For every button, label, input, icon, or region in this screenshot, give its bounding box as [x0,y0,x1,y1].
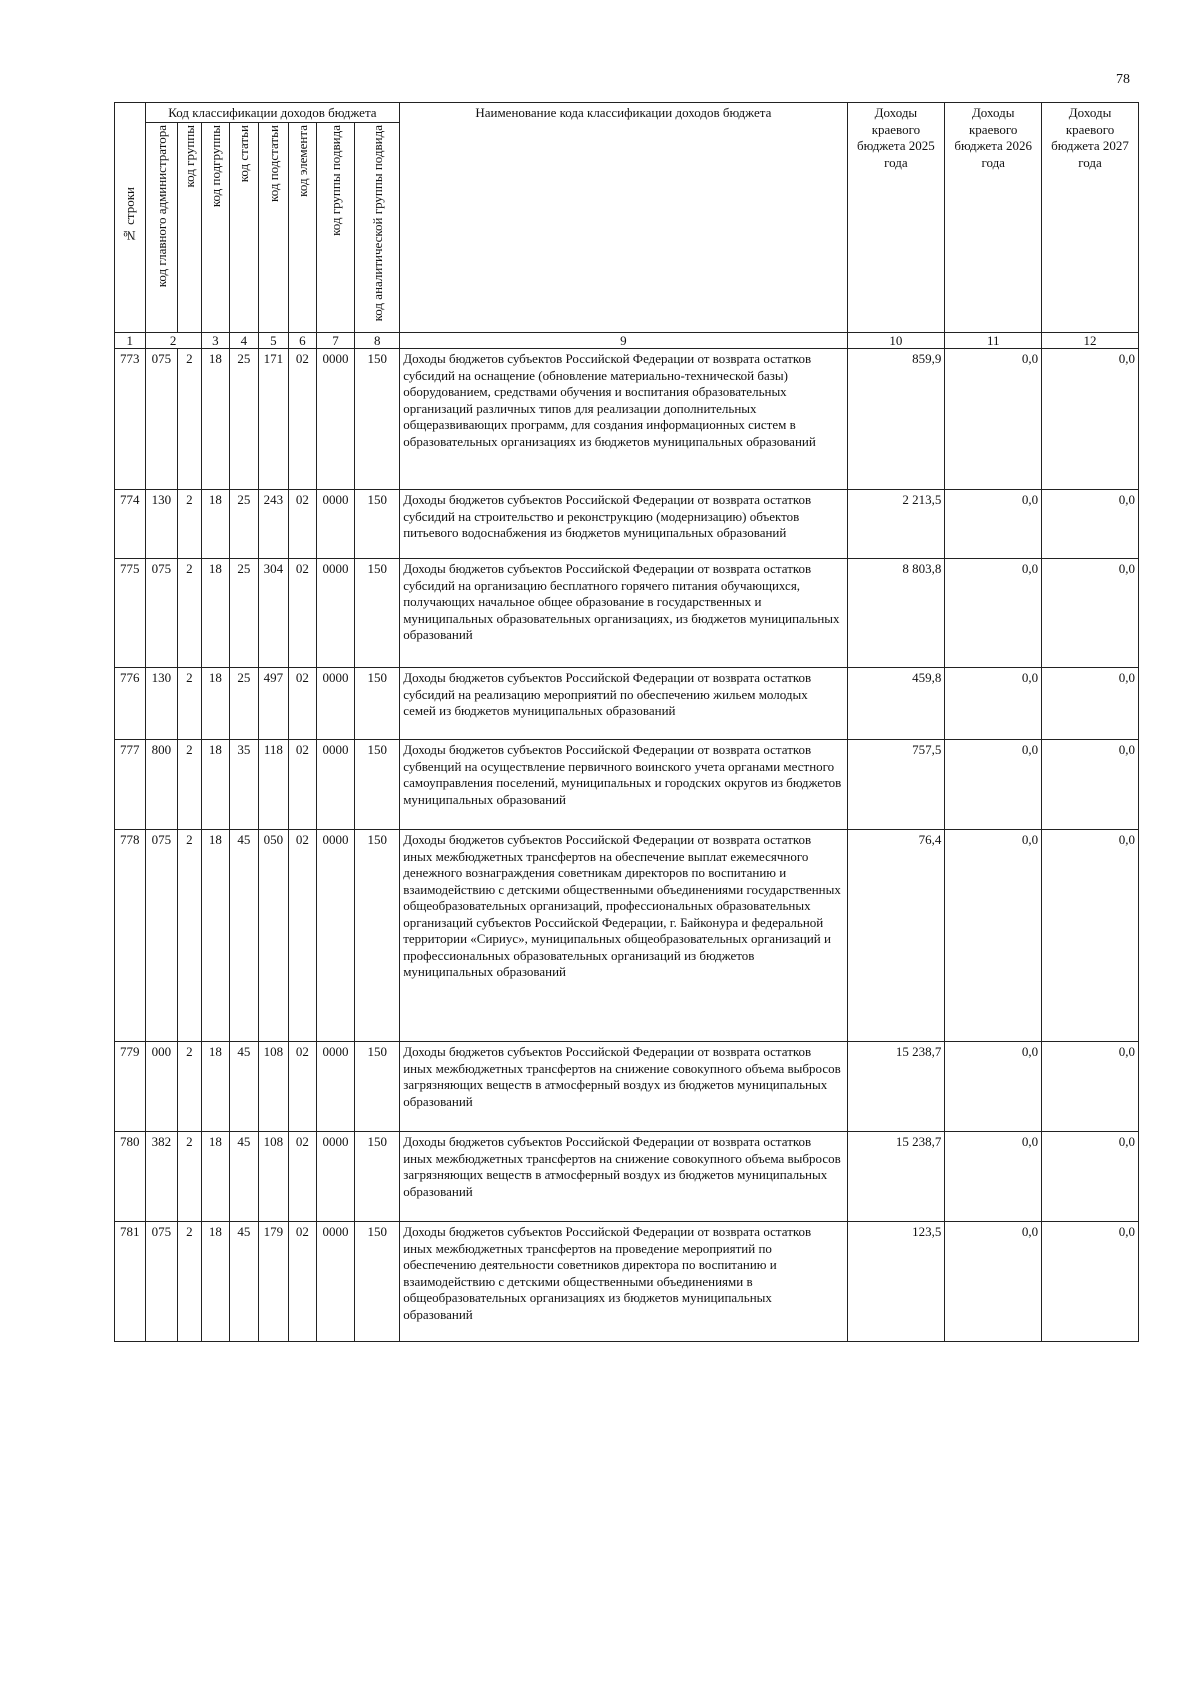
analytic-group-code-cell: 150 [355,490,400,559]
element-code-cell: 02 [289,1042,317,1132]
admin-code-cell: 075 [145,830,178,1042]
admin-code-cell: 130 [145,490,178,559]
header-analytic-group-code-label: код аналитической группы подвида [369,125,385,322]
column-number: 3 [201,333,230,349]
element-code-cell: 02 [289,559,317,668]
element-code-cell: 02 [289,490,317,559]
header-subtype-group-code-label: код группы подвида [328,125,344,236]
income-name-cell: Доходы бюджетов субъектов Российской Федерации от возврата остатков иных межбюджетных трансфертов на обеспечение выплат ежемесячного денежного вознаграждения советникам директоров по воспитанию и взаимодействию с детскими общественными объединениями государственных общеобразовательных организаций, профессиональных образовательных организаций субъектов Российской Федерации, г. Байконура и федеральной территории «Сириус», муниципальных общеобразовательных организаций и профессиональных образовательных организаций из бюджетов муниципальных образований [400,830,847,1042]
income-2025-cell: 76,4 [847,830,945,1042]
income-2027-cell: 0,0 [1042,1042,1139,1132]
subtype-group-code-cell: 0000 [316,668,355,740]
column-number: 11 [945,333,1042,349]
header-subgroup-code [201,123,230,333]
subgroup-code-cell: 18 [201,668,230,740]
income-name-cell: Доходы бюджетов субъектов Российской Федерации от возврата остатков субсидий на организацию бесплатного горячего питания обучающихся, получающих начальное общее образование в государственных и муниципальных образовательных организациях, из бюджетов муниципальных образований [400,559,847,668]
header-row-number [115,103,146,333]
admin-code-cell: 075 [145,1222,178,1342]
income-2027-cell: 0,0 [1042,740,1139,830]
row-number-cell: 778 [115,830,146,1042]
subtype-group-code-cell: 0000 [316,830,355,1042]
analytic-group-code-cell: 150 [355,349,400,490]
subtype-group-code-cell: 0000 [316,490,355,559]
admin-code-cell: 075 [145,349,178,490]
row-number-cell: 780 [115,1132,146,1222]
subgroup-code-cell: 18 [201,1222,230,1342]
analytic-group-code-cell: 150 [355,740,400,830]
admin-code-cell: 000 [145,1042,178,1132]
income-2025-cell: 123,5 [847,1222,945,1342]
income-2027-cell: 0,0 [1042,490,1139,559]
subarticle-code-cell: 171 [258,349,289,490]
article-code-cell: 25 [230,490,259,559]
income-2025-cell: 859,9 [847,349,945,490]
group-code-cell: 2 [178,1222,201,1342]
table-row [115,1042,1139,1132]
column-number: 12 [1042,333,1139,349]
group-code-cell: 2 [178,830,201,1042]
table-row [115,830,1139,1042]
row-number-cell: 776 [115,668,146,740]
article-code-cell: 25 [230,349,259,490]
subgroup-code-cell: 18 [201,349,230,490]
group-code-cell: 2 [178,740,201,830]
column-number: 9 [400,333,847,349]
header-group-code [178,123,201,333]
subtype-group-code-cell: 0000 [316,349,355,490]
subtype-group-code-cell: 0000 [316,740,355,830]
row-number-cell: 777 [115,740,146,830]
subarticle-code-cell: 304 [258,559,289,668]
admin-code-cell: 130 [145,668,178,740]
column-number: 7 [316,333,355,349]
subarticle-code-cell: 050 [258,830,289,1042]
income-name-cell: Доходы бюджетов субъектов Российской Федерации от возврата остатков иных межбюджетных трансфертов на проведение мероприятий по обеспечению деятельности советников директора по воспитанию и взаимодействию с детскими общественными объединениями в общеобразовательных организациях из бюджетов муниципальных образований [400,1222,847,1342]
element-code-cell: 02 [289,1222,317,1342]
column-numbers-row [115,333,1139,349]
element-code-cell: 02 [289,1132,317,1222]
header-income-2026: Доходы краевого бюджета 2026 года [945,103,1042,333]
row-number-cell: 774 [115,490,146,559]
income-name-cell: Доходы бюджетов субъектов Российской Федерации от возврата остатков субсидий на оснащение (обновление материально-технической базы) оборудованием, средствами обучения и воспитания образовательных организаций различных типов для реализации дополнительных общеразвивающих программ, для создания информационных систем в образовательных организациях из бюджетов муниципальных образований [400,349,847,490]
subgroup-code-cell: 18 [201,740,230,830]
header-article-code [230,123,259,333]
row-number-cell: 773 [115,349,146,490]
subarticle-code-cell: 179 [258,1222,289,1342]
income-name-cell: Доходы бюджетов субъектов Российской Федерации от возврата остатков иных межбюджетных трансфертов на снижение совокупного объема выбросов загрязняющих веществ в атмосферный воздух из бюджетов муниципальных образований [400,1042,847,1132]
table-row [115,1222,1139,1342]
subarticle-code-cell: 108 [258,1132,289,1222]
income-name-cell: Доходы бюджетов субъектов Российской Федерации от возврата остатков иных межбюджетных трансфертов на снижение совокупного объема выбросов загрязняющих веществ в атмосферный воздух из бюджетов муниципальных образований [400,1132,847,1222]
subtype-group-code-cell: 0000 [316,1222,355,1342]
header-subgroup-code-label: код подгруппы [207,125,223,208]
element-code-cell: 02 [289,830,317,1042]
admin-code-cell: 382 [145,1132,178,1222]
admin-code-cell: 800 [145,740,178,830]
subarticle-code-cell: 118 [258,740,289,830]
page-number: 78 [1116,72,1130,87]
group-code-cell: 2 [178,559,201,668]
income-2025-cell: 459,8 [847,668,945,740]
income-2026-cell: 0,0 [945,1042,1042,1132]
analytic-group-code-cell: 150 [355,559,400,668]
article-code-cell: 45 [230,1042,259,1132]
subgroup-code-cell: 18 [201,490,230,559]
table-row [115,668,1139,740]
header-income-2025: Доходы краевого бюджета 2025 года [847,103,945,333]
income-2025-cell: 15 238,7 [847,1132,945,1222]
element-code-cell: 02 [289,740,317,830]
subarticle-code-cell: 243 [258,490,289,559]
subgroup-code-cell: 18 [201,1132,230,1222]
header-element-code [289,123,317,333]
analytic-group-code-cell: 150 [355,1132,400,1222]
income-2027-cell: 0,0 [1042,668,1139,740]
group-code-cell: 2 [178,349,201,490]
header-subtype-group-code [316,123,355,333]
table-row [115,740,1139,830]
subgroup-code-cell: 18 [201,1042,230,1132]
table-body [115,349,1139,1342]
table-row [115,490,1139,559]
header-subarticle-code-label: код подстатьи [265,125,281,202]
table-row [115,349,1139,490]
income-name-cell: Доходы бюджетов субъектов Российской Федерации от возврата остатков субсидий на строительство и реконструкцию (модернизацию) объектов питьевого водоснабжения из бюджетов муниципальных образований [400,490,847,559]
income-2026-cell: 0,0 [945,490,1042,559]
subarticle-code-cell: 108 [258,1042,289,1132]
income-2027-cell: 0,0 [1042,830,1139,1042]
income-2025-cell: 15 238,7 [847,1042,945,1132]
analytic-group-code-cell: 150 [355,830,400,1042]
header-subarticle-code [258,123,289,333]
column-number: 1 [115,333,146,349]
income-2026-cell: 0,0 [945,1132,1042,1222]
column-number: 10 [847,333,945,349]
income-name-cell: Доходы бюджетов субъектов Российской Федерации от возврата остатков субсидий на реализацию мероприятий по обеспечению жильем молодых семей из бюджетов муниципальных образований [400,668,847,740]
income-2026-cell: 0,0 [945,668,1042,740]
group-code-cell: 2 [178,490,201,559]
income-2027-cell: 0,0 [1042,1132,1139,1222]
row-number-cell: 781 [115,1222,146,1342]
article-code-cell: 45 [230,830,259,1042]
income-2025-cell: 757,5 [847,740,945,830]
column-number: 5 [258,333,289,349]
article-code-cell: 45 [230,1222,259,1342]
article-code-cell: 35 [230,740,259,830]
subarticle-code-cell: 497 [258,668,289,740]
header-row-number-label: № строки [122,187,138,244]
group-code-cell: 2 [178,1132,201,1222]
income-2026-cell: 0,0 [945,559,1042,668]
subtype-group-code-cell: 0000 [316,559,355,668]
column-number: 2 [145,333,201,349]
header-group-code-label: код группы [181,125,197,188]
article-code-cell: 45 [230,1132,259,1222]
income-2026-cell: 0,0 [945,349,1042,490]
column-number: 4 [230,333,259,349]
element-code-cell: 02 [289,349,317,490]
income-classification-table [114,102,1139,1342]
header-admin-code [145,123,178,333]
row-number-cell: 779 [115,1042,146,1132]
header-income-2027: Доходы краевого бюджета 2027 года [1042,103,1139,333]
income-2025-cell: 2 213,5 [847,490,945,559]
subgroup-code-cell: 18 [201,559,230,668]
group-code-cell: 2 [178,668,201,740]
subtype-group-code-cell: 0000 [316,1042,355,1132]
header-name: Наименование кода классификации доходов бюджета [400,103,847,333]
income-2026-cell: 0,0 [945,830,1042,1042]
header-row-1 [115,103,1139,123]
analytic-group-code-cell: 150 [355,668,400,740]
analytic-group-code-cell: 150 [355,1042,400,1132]
element-code-cell: 02 [289,668,317,740]
income-2027-cell: 0,0 [1042,1222,1139,1342]
analytic-group-code-cell: 150 [355,1222,400,1342]
admin-code-cell: 075 [145,559,178,668]
header-element-code-label: код элемента [294,125,310,197]
subtype-group-code-cell: 0000 [316,1132,355,1222]
table-row [115,1132,1139,1222]
income-2026-cell: 0,0 [945,740,1042,830]
income-2026-cell: 0,0 [945,1222,1042,1342]
income-2027-cell: 0,0 [1042,349,1139,490]
column-number: 8 [355,333,400,349]
header-classification-group: Код классификации доходов бюджета [145,103,400,123]
header-admin-code-label: код главного администратора [153,125,169,288]
header-analytic-group-code [355,123,400,333]
group-code-cell: 2 [178,1042,201,1132]
table-row [115,559,1139,668]
row-number-cell: 775 [115,559,146,668]
article-code-cell: 25 [230,668,259,740]
income-2025-cell: 8 803,8 [847,559,945,668]
header-article-code-label: код статьи [236,125,252,183]
article-code-cell: 25 [230,559,259,668]
subgroup-code-cell: 18 [201,830,230,1042]
income-name-cell: Доходы бюджетов субъектов Российской Федерации от возврата остатков субвенций на осуществление первичного воинского учета органами местного самоуправления поселений, муниципальных и городских округов из бюджетов муниципальных образований [400,740,847,830]
income-2027-cell: 0,0 [1042,559,1139,668]
column-number: 6 [289,333,317,349]
